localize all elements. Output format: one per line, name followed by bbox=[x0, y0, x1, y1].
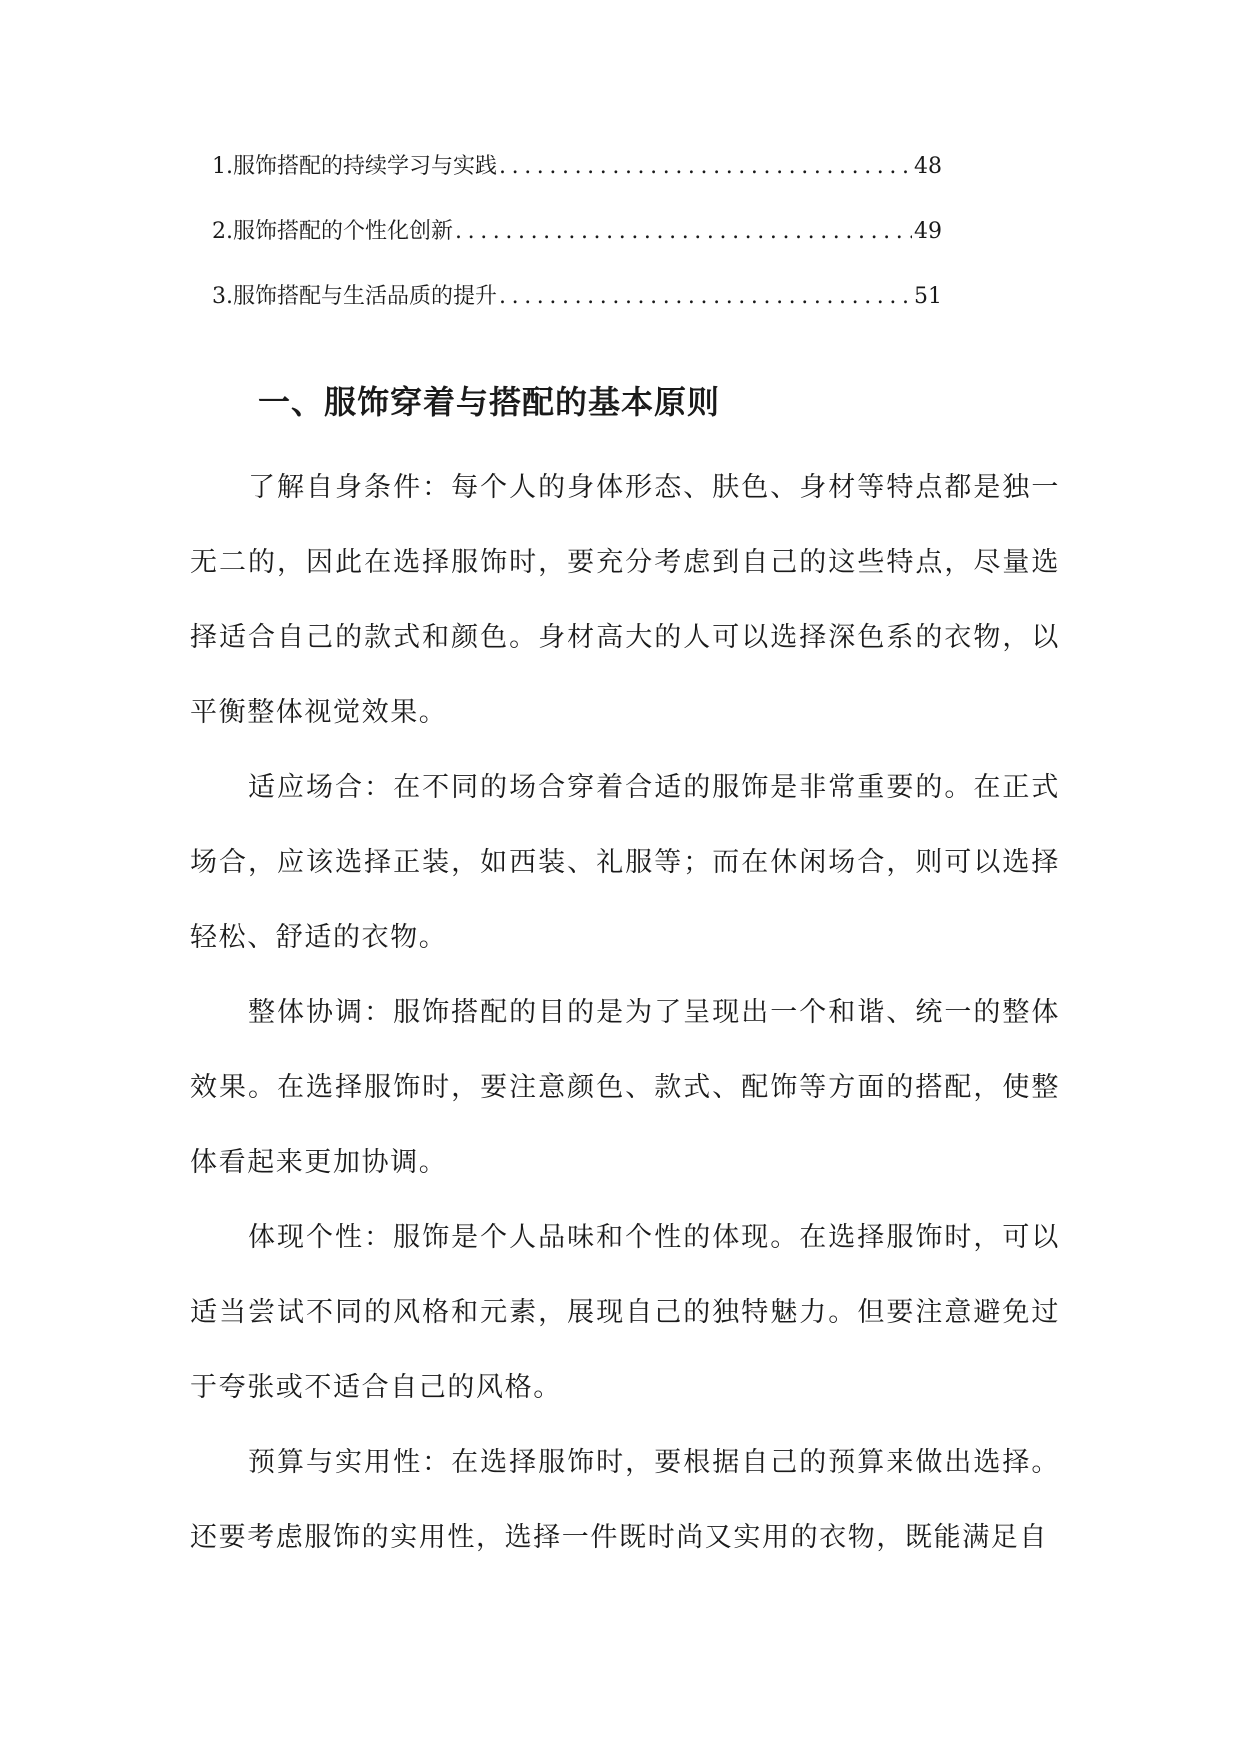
body-paragraph: 了解自身条件：每个人的身体形态、肤色、身材等特点都是独一无二的，因此在选择服饰时，要充分考虑到自己的这些特点，尽量选择适合自己的款式和颜色。身材高大的人可以选择深色系的衣物，以平衡整体视觉效果。 bbox=[190, 472, 1060, 728]
toc-entry-number: 2. bbox=[212, 219, 233, 244]
body-paragraph: 预算与实用性：在选择服饰时，要根据自己的预算来做出选择。还要考虑服饰的实用性，选择一件既时尚又实用的衣物，既能满足自 bbox=[190, 1447, 1060, 1553]
toc-entry-page: 51 bbox=[914, 284, 942, 309]
toc-entry-number: 1. bbox=[212, 154, 233, 179]
body-paragraph: 适应场合：在不同的场合穿着合适的服饰是非常重要的。在正式场合，应该选择正装，如西装、礼服等；而在休闲场合，则可以选择轻松、舒适的衣物。 bbox=[190, 772, 1060, 953]
body-paragraph: 整体协调：服饰搭配的目的是为了呈现出一个和谐、统一的整体效果。在选择服饰时，要注意颜色、款式、配饰等方面的搭配，使整体看起来更加协调。 bbox=[190, 997, 1060, 1178]
toc-entry[interactable] bbox=[212, 150, 942, 184]
body-paragraph: 体现个性：服饰是个人品味和个性的体现。在选择服饰时，可以适当尝试不同的风格和元素，展现自己的独特魅力。但要注意避免过于夸张或不适合自己的风格。 bbox=[190, 1222, 1060, 1403]
toc-entry-page: 49 bbox=[914, 219, 942, 244]
toc-leader-dots bbox=[497, 280, 912, 314]
toc-entry[interactable] bbox=[212, 215, 942, 249]
toc-entry-title: 服饰搭配的持续学习与实践 bbox=[233, 154, 498, 179]
toc-entry-number: 3. bbox=[212, 284, 233, 309]
section-heading: 一、服饰穿着与搭配的基本原则 bbox=[258, 383, 721, 421]
toc-leader-dots bbox=[453, 215, 912, 249]
toc-leader-dots bbox=[497, 150, 912, 184]
toc-entry-title: 服饰搭配与生活品质的提升 bbox=[233, 284, 498, 309]
toc-entry[interactable] bbox=[212, 280, 942, 314]
toc-entry-page: 48 bbox=[914, 154, 942, 179]
toc-entry-title: 服饰搭配的个性化创新 bbox=[233, 219, 454, 244]
